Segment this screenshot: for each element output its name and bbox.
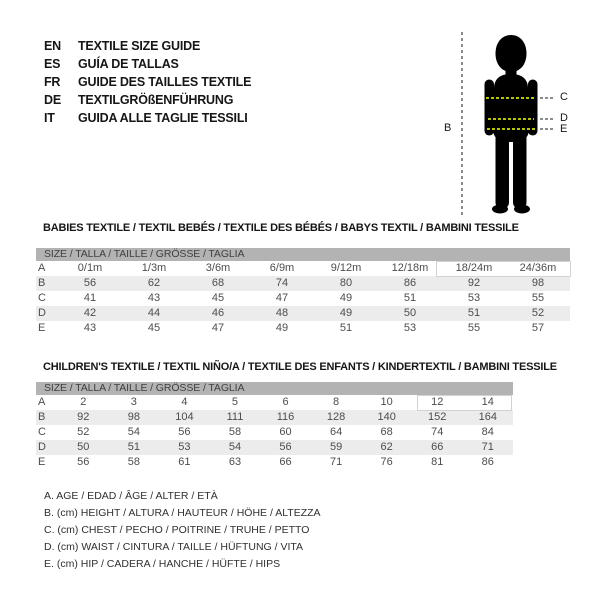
- table-row: [36, 410, 513, 425]
- table-cell: 86: [403, 277, 417, 289]
- language-row: [44, 109, 251, 127]
- table-cell: 152: [428, 411, 447, 423]
- table-cell: 47: [275, 292, 289, 304]
- table-cell: 98: [127, 411, 140, 423]
- table-cell: 64: [329, 426, 343, 438]
- language-code: IT: [44, 111, 55, 125]
- table-cell: 74: [431, 426, 444, 438]
- table-cell: 111: [226, 411, 244, 423]
- row-label: D: [38, 441, 46, 453]
- table-cell: 2: [80, 396, 87, 408]
- table-cell: 45: [147, 322, 161, 334]
- table-cell: 66: [431, 441, 444, 453]
- table-cell: 49: [275, 322, 289, 334]
- table-cell: 14: [481, 396, 494, 408]
- table-cell: 5: [231, 396, 239, 408]
- table-cell: 60: [279, 426, 292, 438]
- language-code: FR: [44, 75, 61, 89]
- table-cell: 61: [178, 456, 191, 468]
- table-row: [36, 440, 513, 455]
- language-row: [44, 91, 251, 109]
- table-cell: 51: [339, 322, 353, 334]
- table-cell: 59: [329, 441, 343, 453]
- language-title: GUIDE DES TAILLES TEXTILE: [78, 75, 252, 89]
- table-cell: 53: [403, 322, 417, 334]
- table-cell: 42: [83, 307, 97, 319]
- table-cell: 56: [77, 456, 90, 468]
- table-cell: 74: [275, 277, 289, 289]
- table-row: [36, 306, 570, 321]
- table-cell: 43: [147, 292, 161, 304]
- table-cell: 9/12m: [330, 262, 362, 274]
- table-cell: 68: [211, 277, 225, 289]
- language-row: [44, 73, 251, 91]
- table-cell: 45: [211, 292, 225, 304]
- table-cell: 116: [276, 411, 295, 423]
- table-cell: 98: [531, 277, 545, 289]
- table-cell: 3: [130, 396, 137, 408]
- table-cell: 56: [178, 426, 191, 438]
- language-code: DE: [44, 93, 61, 107]
- row-label: A: [38, 396, 46, 408]
- table-cell: 140: [377, 411, 396, 423]
- language-title-list: [44, 37, 251, 127]
- table-cell: 12: [431, 396, 444, 408]
- table-cell: 71: [481, 441, 494, 453]
- table-cell: 76: [380, 456, 393, 468]
- legend-line: A. AGE / EDAD / ÂGE / ALTER / ETÀ: [44, 490, 218, 502]
- table-cell: 6/9m: [269, 262, 295, 274]
- table-cell: 4: [181, 396, 188, 408]
- table-cell: 44: [147, 307, 161, 319]
- table-cell: 58: [228, 426, 242, 438]
- table-cell: 51: [467, 307, 481, 319]
- language-title: GUÍA DE TALLAS: [78, 57, 179, 71]
- language-row: [44, 37, 251, 55]
- table-cell: 54: [228, 441, 242, 453]
- babies-section-heading: BABIES TEXTILE / TEXTIL BEBÉS / TEXTILE DES BÉBÉS / BABYS TEXTIL / BAMBINI TESSILE: [43, 222, 519, 234]
- table-cell: 51: [403, 292, 417, 304]
- waist-measure-line: [488, 118, 534, 120]
- table-cell: 66: [279, 456, 292, 468]
- table-cell: 52: [531, 307, 545, 319]
- table-cell: 51: [127, 441, 140, 453]
- table-row: [36, 291, 570, 306]
- legend-line: D. (cm) WAIST / CINTURA / TAILLE / HÜFTUNG / VITA: [44, 541, 304, 553]
- legend-line: E. (cm) HIP / CADERA / HANCHE / HÜFTE / HIPS: [44, 558, 281, 570]
- chest-connector-line: [540, 97, 554, 99]
- table-cell: 0/1m: [77, 262, 103, 274]
- row-label: A: [38, 262, 46, 274]
- table-cell: 55: [531, 292, 545, 304]
- language-code: ES: [44, 57, 61, 71]
- table-cell: 43: [83, 322, 97, 334]
- table-cell: 86: [481, 456, 494, 468]
- table-cell: 71: [329, 456, 343, 468]
- table-cell: 24/36m: [519, 262, 557, 274]
- language-row: [44, 55, 251, 73]
- table-cell: 10: [380, 396, 393, 408]
- table-row: [36, 276, 570, 291]
- table-cell: 47: [211, 322, 225, 334]
- row-label: E: [38, 456, 46, 468]
- table-cell: 104: [175, 411, 194, 423]
- row-label: D: [38, 307, 46, 319]
- table-cell: 62: [380, 441, 393, 453]
- table-cell: 58: [127, 456, 140, 468]
- row-label: B: [38, 277, 46, 289]
- waist-label: D: [560, 112, 568, 124]
- row-label: E: [38, 322, 46, 334]
- table-row: [36, 321, 570, 336]
- height-guide-line: [461, 32, 463, 215]
- table-cell: 46: [211, 307, 225, 319]
- child-silhouette-icon: [471, 30, 551, 218]
- table-cell: 62: [147, 277, 161, 289]
- table-cell: 52: [77, 426, 90, 438]
- table-cell: 41: [83, 292, 97, 304]
- table-cell: 63: [228, 456, 242, 468]
- table-cell: 49: [339, 307, 353, 319]
- waist-connector-line: [540, 118, 554, 120]
- chest-label: C: [560, 91, 568, 103]
- table-cell: 92: [467, 277, 481, 289]
- table-cell: 8: [333, 396, 340, 408]
- hip-connector-line: [540, 128, 554, 130]
- highlight-box: [417, 395, 512, 411]
- size-header-bar: SIZE / TALLA / TAILLE / GRÖSSE / TAGLIA: [36, 248, 570, 261]
- hip-measure-line: [487, 128, 535, 130]
- language-title: GUIDA ALLE TAGLIE TESSILI: [78, 111, 248, 125]
- table-cell: 12/18m: [391, 262, 429, 274]
- table-row: [36, 455, 513, 470]
- measurement-legend: [44, 488, 321, 573]
- row-label: C: [38, 426, 46, 438]
- row-label: B: [38, 411, 46, 423]
- table-cell: 54: [127, 426, 140, 438]
- table-cell: 164: [478, 411, 497, 423]
- height-label: B: [444, 122, 452, 134]
- table-cell: 55: [467, 322, 481, 334]
- table-row: [36, 425, 513, 440]
- language-title: TEXTILE SIZE GUIDE: [78, 39, 201, 53]
- hip-label: E: [560, 123, 568, 135]
- table-cell: 56: [83, 277, 97, 289]
- table-cell: 92: [77, 411, 90, 423]
- size-header-bar: SIZE / TALLA / TAILLE / GRÖSSE / TAGLIA: [36, 382, 513, 395]
- language-title: TEXTILGRÖßENFÜHRUNG: [78, 93, 234, 107]
- table-cell: 68: [380, 426, 393, 438]
- table-cell: 50: [77, 441, 90, 453]
- table-cell: 81: [431, 456, 444, 468]
- table-cell: 53: [467, 292, 481, 304]
- table-cell: 48: [275, 307, 289, 319]
- table-cell: 53: [178, 441, 191, 453]
- legend-line: C. (cm) CHEST / PECHO / POITRINE / TRUHE / PETTO: [44, 524, 310, 536]
- table-cell: 80: [339, 277, 353, 289]
- table-cell: 128: [326, 411, 346, 423]
- table-cell: 1/3m: [141, 262, 167, 274]
- legend-line: B. (cm) HEIGHT / ALTURA / HAUTEUR / HÖHE / ALTEZZA: [44, 507, 321, 519]
- children-section-heading: CHILDREN'S TEXTILE / TEXTIL NIÑO/A / TEXTILE DES ENFANTS / KINDERTEXTIL / BAMBINI TESSILE: [43, 361, 557, 373]
- table-cell: 56: [279, 441, 292, 453]
- table-cell: 50: [403, 307, 417, 319]
- row-label: C: [38, 292, 46, 304]
- highlight-box: [436, 261, 571, 277]
- table-cell: 49: [339, 292, 353, 304]
- table-cell: 3/6m: [205, 262, 231, 274]
- table-cell: 57: [531, 322, 545, 334]
- table-cell: 18/24m: [455, 262, 493, 274]
- table-cell: 84: [481, 426, 494, 438]
- language-code: EN: [44, 39, 61, 53]
- chest-measure-line: [486, 97, 536, 99]
- table-cell: 6: [282, 396, 289, 408]
